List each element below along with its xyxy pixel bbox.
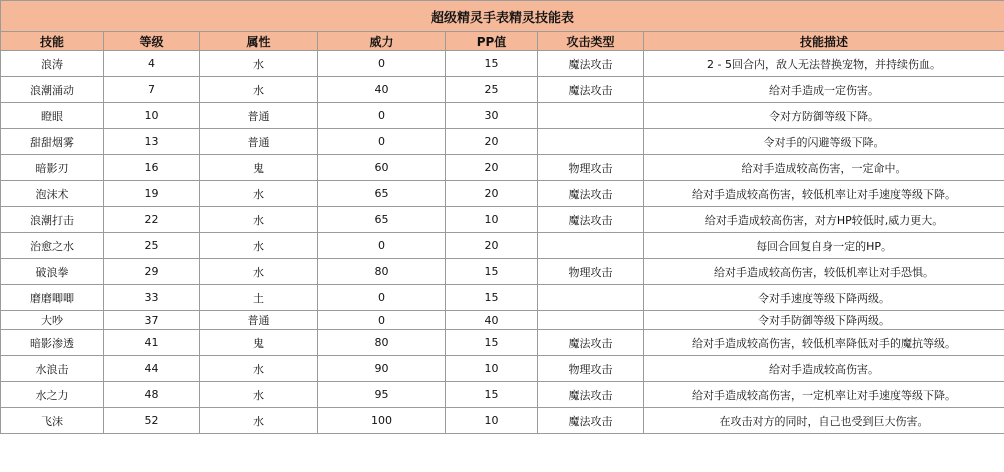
table-row — [1, 233, 1004, 259]
skill-attribute-cell: 水 — [200, 207, 318, 233]
skill-power-cell: 0 — [318, 233, 446, 259]
skill-description-cell: 给对手造成较高伤害，一定机率让对手速度等级下降。 — [644, 382, 1004, 408]
skill-level-cell: 44 — [104, 356, 200, 382]
table-row — [1, 181, 1004, 207]
skill-attack-type-cell: 魔法攻击 — [538, 51, 644, 77]
skill-pp-cell: 10 — [446, 356, 538, 382]
skill-attribute-cell: 鬼 — [200, 155, 318, 181]
skill-attribute-cell: 水 — [200, 382, 318, 408]
skill-attack-type-cell — [538, 103, 644, 129]
skill-level-cell: 19 — [104, 181, 200, 207]
skill-attack-type-cell — [538, 129, 644, 155]
skill-level-cell: 48 — [104, 382, 200, 408]
skill-attack-type-cell: 魔法攻击 — [538, 382, 644, 408]
skill-level-cell: 29 — [104, 259, 200, 285]
skill-attack-type-cell: 魔法攻击 — [538, 77, 644, 103]
header-attribute: 属性 — [200, 32, 318, 51]
table-row — [1, 155, 1004, 181]
skill-power-cell: 80 — [318, 259, 446, 285]
skill-name-cell: 浪潮打击 — [1, 207, 104, 233]
skill-name-cell: 甜甜烟雾 — [1, 129, 104, 155]
skill-power-cell: 65 — [318, 207, 446, 233]
skill-attack-type-cell — [538, 285, 644, 311]
skill-name-cell: 大吵 — [1, 311, 104, 330]
skill-name-cell: 暗影刃 — [1, 155, 104, 181]
skill-pp-cell: 25 — [446, 77, 538, 103]
skill-description-cell: 给对手造成较高伤害。 — [644, 356, 1004, 382]
skill-name-cell: 瞪眼 — [1, 103, 104, 129]
skill-attack-type-cell — [538, 311, 644, 330]
table-row — [1, 207, 1004, 233]
skill-power-cell: 40 — [318, 77, 446, 103]
skill-attack-type-cell: 魔法攻击 — [538, 207, 644, 233]
skill-description-cell: 令对手的闪避等级下降。 — [644, 129, 1004, 155]
skill-level-cell: 10 — [104, 103, 200, 129]
skill-attribute-cell: 水 — [200, 51, 318, 77]
skill-level-cell: 33 — [104, 285, 200, 311]
skill-attribute-cell: 水 — [200, 233, 318, 259]
skill-pp-cell: 15 — [446, 330, 538, 356]
skill-name-cell: 水浪击 — [1, 356, 104, 382]
skill-pp-cell: 15 — [446, 382, 538, 408]
skill-description-cell: 每回合回复自身一定的HP。 — [644, 233, 1004, 259]
skill-pp-cell: 20 — [446, 181, 538, 207]
skill-attribute-cell: 普通 — [200, 103, 318, 129]
skill-power-cell: 0 — [318, 311, 446, 330]
skill-power-cell: 100 — [318, 408, 446, 434]
table-row — [1, 408, 1004, 434]
skill-attribute-cell: 水 — [200, 259, 318, 285]
skill-description-cell: 给对手造成较高伤害，较低机率降低对手的魔抗等级。 — [644, 330, 1004, 356]
skill-description-cell: 令对手速度等级下降两级。 — [644, 285, 1004, 311]
skill-attack-type-cell: 魔法攻击 — [538, 181, 644, 207]
skill-level-cell: 25 — [104, 233, 200, 259]
skill-attribute-cell: 土 — [200, 285, 318, 311]
skill-power-cell: 95 — [318, 382, 446, 408]
header-level: 等级 — [104, 32, 200, 51]
skill-description-cell: 令对手防御等级下降两级。 — [644, 311, 1004, 330]
skill-level-cell: 52 — [104, 408, 200, 434]
header-attack-type: 攻击类型 — [538, 32, 644, 51]
skill-level-cell: 37 — [104, 311, 200, 330]
skill-attack-type-cell: 物理攻击 — [538, 155, 644, 181]
table-row — [1, 103, 1004, 129]
table-row — [1, 382, 1004, 408]
skill-power-cell: 80 — [318, 330, 446, 356]
skill-pp-cell: 30 — [446, 103, 538, 129]
skill-attack-type-cell: 魔法攻击 — [538, 408, 644, 434]
skill-power-cell: 0 — [318, 51, 446, 77]
skill-description-cell: 给对手造成较高伤害，一定命中。 — [644, 155, 1004, 181]
skill-power-cell: 0 — [318, 285, 446, 311]
table-row — [1, 259, 1004, 285]
skill-level-cell: 41 — [104, 330, 200, 356]
skill-name-cell: 破浪拳 — [1, 259, 104, 285]
skill-description-cell: 给对手造成一定伤害。 — [644, 77, 1004, 103]
table-row — [1, 285, 1004, 311]
skill-description-cell: 给对手造成较高伤害，较低机率让对手恐惧。 — [644, 259, 1004, 285]
skill-pp-cell: 10 — [446, 207, 538, 233]
skill-attribute-cell: 鬼 — [200, 330, 318, 356]
table-row — [1, 77, 1004, 103]
header-description: 技能描述 — [644, 32, 1004, 51]
skill-name-cell: 暗影渗透 — [1, 330, 104, 356]
skill-name-cell: 浪涛 — [1, 51, 104, 77]
skill-pp-cell: 20 — [446, 233, 538, 259]
skill-level-cell: 16 — [104, 155, 200, 181]
skill-power-cell: 65 — [318, 181, 446, 207]
skill-pp-cell: 10 — [446, 408, 538, 434]
skill-name-cell: 治愈之水 — [1, 233, 104, 259]
skill-pp-cell: 15 — [446, 285, 538, 311]
skill-attribute-cell: 水 — [200, 356, 318, 382]
skill-pp-cell: 15 — [446, 51, 538, 77]
skill-power-cell: 0 — [318, 103, 446, 129]
skill-pp-cell: 40 — [446, 311, 538, 330]
skill-pp-cell: 15 — [446, 259, 538, 285]
skill-name-cell: 飞沫 — [1, 408, 104, 434]
skill-description-cell: 令对方防御等级下降。 — [644, 103, 1004, 129]
skill-attribute-cell: 水 — [200, 408, 318, 434]
skill-description-cell: 2 - 5回合内，敌人无法替换宠物，并持续伤血。 — [644, 51, 1004, 77]
skill-level-cell: 4 — [104, 51, 200, 77]
table-row — [1, 311, 1004, 330]
skill-name-cell: 水之力 — [1, 382, 104, 408]
skill-table-body — [1, 51, 1004, 434]
skill-pp-cell: 20 — [446, 129, 538, 155]
table-row — [1, 129, 1004, 155]
table-row — [1, 51, 1004, 77]
skill-power-cell: 90 — [318, 356, 446, 382]
skill-level-cell: 22 — [104, 207, 200, 233]
skill-level-cell: 7 — [104, 77, 200, 103]
skill-attack-type-cell — [538, 233, 644, 259]
header-pp: PP值 — [446, 32, 538, 51]
table-row — [1, 356, 1004, 382]
skill-name-cell: 泡沫术 — [1, 181, 104, 207]
skill-attribute-cell: 普通 — [200, 311, 318, 330]
skill-attribute-cell: 水 — [200, 181, 318, 207]
skill-attack-type-cell: 物理攻击 — [538, 259, 644, 285]
skill-attribute-cell: 普通 — [200, 129, 318, 155]
header-skill: 技能 — [1, 32, 104, 51]
skill-attack-type-cell: 魔法攻击 — [538, 330, 644, 356]
table-row — [1, 330, 1004, 356]
skill-description-cell: 给对手造成较高伤害，对方HP较低时,威力更大。 — [644, 207, 1004, 233]
skill-level-cell: 13 — [104, 129, 200, 155]
skill-pp-cell: 20 — [446, 155, 538, 181]
header-power: 威力 — [318, 32, 446, 51]
skill-description-cell: 给对手造成较高伤害，较低机率让对手速度等级下降。 — [644, 181, 1004, 207]
skill-name-cell: 磨磨唧唧 — [1, 285, 104, 311]
skill-attribute-cell: 水 — [200, 77, 318, 103]
skill-description-cell: 在攻击对方的同时，自己也受到巨大伤害。 — [644, 408, 1004, 434]
skill-name-cell: 浪潮涌动 — [1, 77, 104, 103]
title-row — [1, 1, 1004, 32]
header-row — [1, 32, 1004, 51]
table-title: 超级精灵手表精灵技能表 — [1, 1, 1004, 32]
skill-power-cell: 0 — [318, 129, 446, 155]
skill-attack-type-cell: 物理攻击 — [538, 356, 644, 382]
skill-power-cell: 60 — [318, 155, 446, 181]
